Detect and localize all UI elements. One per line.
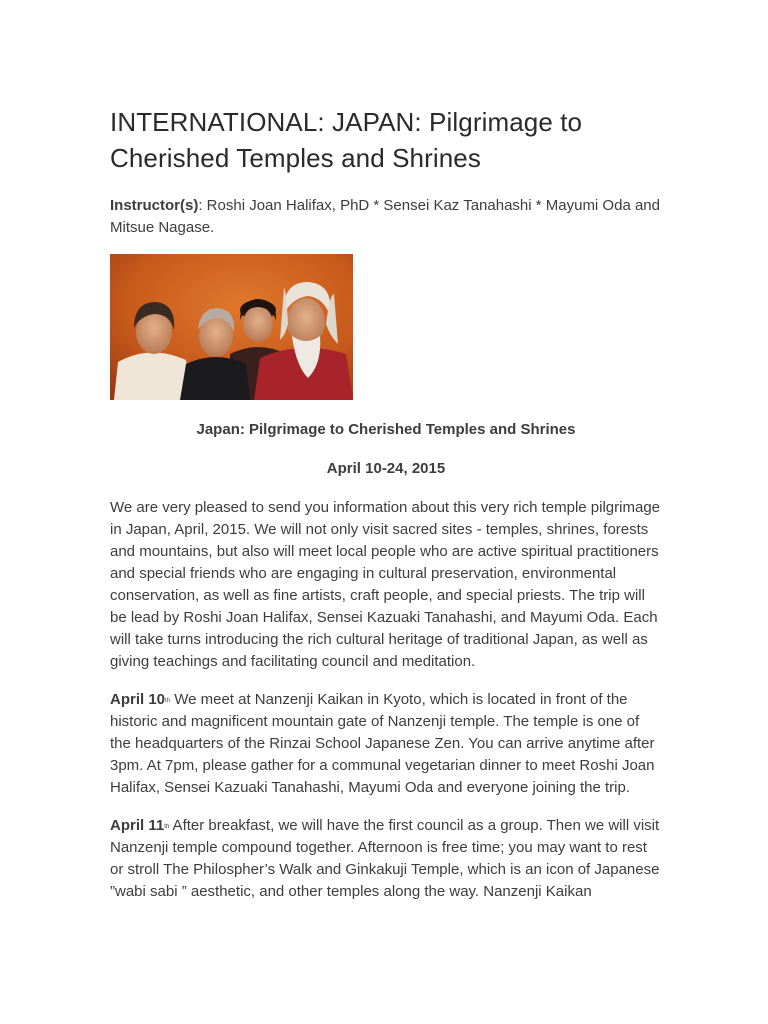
instructors-photo <box>110 254 353 400</box>
day-label: April 11 <box>110 817 165 834</box>
instructors-line <box>110 195 662 239</box>
day-description: After breakfast, we will have the first council as a group. Then we will visit Nanzenji temple compound together. Afternoon is free time; you may want to rest or stroll The Philospher’s Walk and Ginkakuji Temple, which is an icon of Japanese ”wabi sabi ” aesthetic, and other temples along the way. Nanzenji Kaikan <box>110 817 660 900</box>
day-label: April 10 <box>110 691 166 708</box>
page-title <box>110 104 662 176</box>
event-dates: April 10-24, 2015 <box>326 460 446 477</box>
day-entry <box>110 815 662 903</box>
day-entry <box>110 689 662 799</box>
event-subtitle: Japan: Pilgrimage to Cherished Temples and Shrines <box>196 421 576 438</box>
instructors-names: : Roshi Joan Halifax, PhD * Sensei Kaz Tanahashi * Mayumi Oda and Mitsue Nagase. <box>110 197 660 236</box>
article <box>110 104 662 903</box>
instructors-label: Instructor(s) <box>110 197 199 214</box>
day-description: We meet at Nanzenji Kaikan in Kyoto, which is located in front of the historic and magnificent mountain gate of Nanzenji temple. The temple is one of the headquarters of the Rinzai School Japanese Zen. You can arrive anytime after 3pm. At 7pm, please gather for a communal vegetarian dinner to meet Roshi Joan Halifax, Sensei Kazuaki Tanahashi, Mayumi Oda and everyone joining the trip. <box>110 691 655 796</box>
title-line-2: Cherished Temples and Shrines <box>110 143 481 173</box>
title-line-1: INTERNATIONAL: JAPAN: Pilgrimage to <box>110 107 583 137</box>
day-ordinal-suffix: th <box>165 698 171 704</box>
day-ordinal-suffix: th <box>164 824 170 830</box>
intro-paragraph: We are very pleased to send you information about this very rich temple pilgrimage in Japan, April, 2015. We will not only visit sacred sites - temples, shrines, forests and mountains, but also will meet local people who are active spiritual practitioners and special friends who are engaging in cultural preservation, environmental conservation, as well as fine artists, craft people, and special priests. The trip will be lead by Roshi Joan Halifax, Sensei Kazuaki Tanahashi, and Mayumi Oda. Each will take turns introducing the rich cultural heritage of traditional Japan, as well as giving teachings and facilitating council and meditation. <box>110 499 660 670</box>
